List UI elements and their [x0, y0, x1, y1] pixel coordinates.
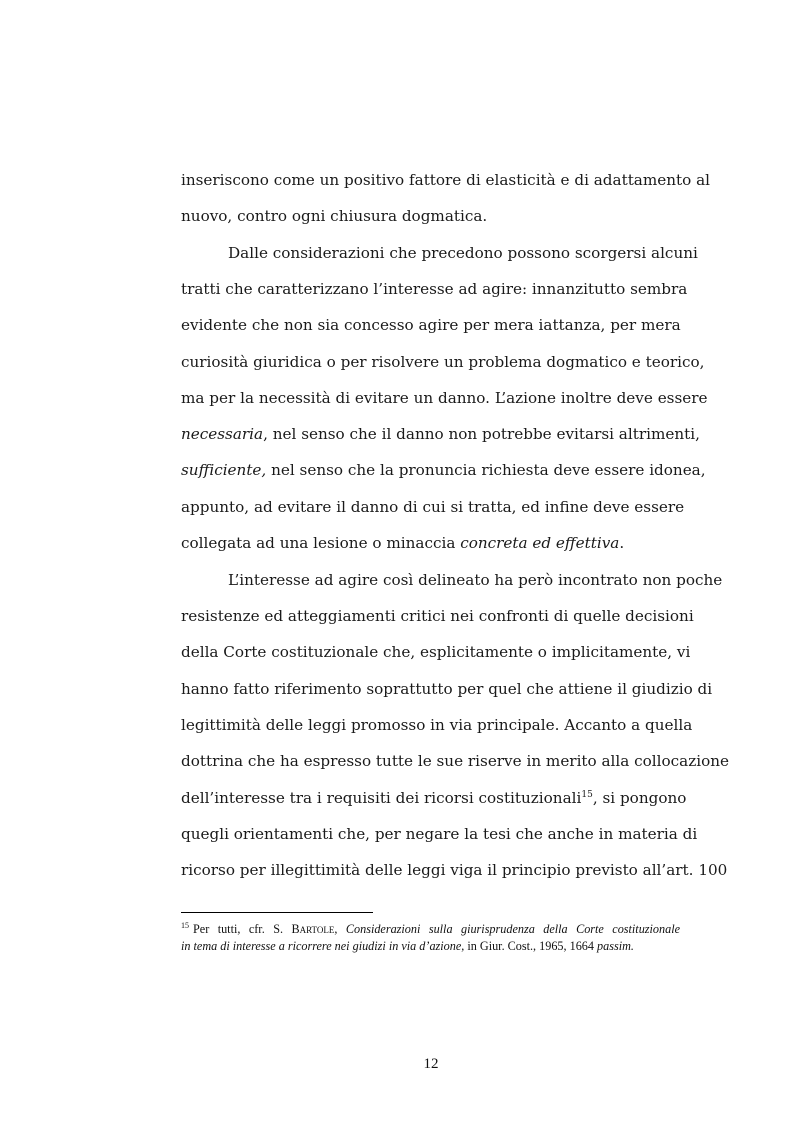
body-line-4: tratti che caratterizzano l’interesse ad agire: innanzitutto sembra [181, 280, 688, 298]
body-line-1: inseriscono come un positivo fattore di elasticità e di adattamento al [181, 171, 711, 189]
body-line-3: Dalle considerazioni che precedono possono scorgersi alcuni [228, 244, 698, 262]
body-line-10: appunto, ad evitare il danno di cui si tratta, ed infine deve essere [181, 498, 685, 516]
body-line-18 [181, 788, 687, 808]
body-line-8 [181, 424, 700, 444]
body-line-11 [181, 533, 680, 553]
line-text: , nel senso che il danno non potrebbe evitarsi altrimenti, [263, 425, 700, 443]
footnote-title: Considerazioni sulla giurisprudenza della Corte costituzionale [345, 922, 680, 936]
body-line-7: ma per la necessità di evitare un danno. L’azione inoltre deve essere [181, 389, 708, 407]
footnote-author: Bartole [291, 922, 335, 936]
emphasis-sufficiente: sufficiente, [181, 461, 267, 479]
footnote-separator [181, 912, 373, 913]
footnote-text: Per tutti, cfr. S. [193, 922, 292, 936]
body-line-9 [181, 460, 706, 480]
emphasis-concreta: concreta ed effettiva [460, 534, 620, 552]
emphasis-necessaria: necessaria [181, 425, 264, 443]
page-number: 12 [423, 1056, 439, 1072]
body-line-2: nuovo, contro ogni chiusura dogmatica. [181, 207, 488, 225]
body-line-17: dottrina che ha espresso tutte le sue riserve in merito alla collocazione [181, 752, 729, 770]
footnote-title: in tema di interesse a ricorrere nei giudizi in via d’azione, [181, 939, 465, 953]
footnote-reference[interactable]: 15 [581, 789, 593, 800]
footnote-text: , [334, 922, 346, 936]
body-line-6: curiosità giuridica o per risolvere un problema dogmatico e teorico, [181, 353, 705, 371]
footnote-line-1 [181, 921, 680, 937]
footnote-passim: passim. [597, 939, 634, 953]
footnote-line-2 [181, 938, 680, 954]
body-line-12: L’interesse ad agire così delineato ha però incontrato non poche [228, 571, 723, 589]
body-line-19: quegli orientamenti che, per negare la tesi che anche in materia di [181, 825, 698, 843]
body-line-16: legittimità delle leggi promosso in via principale. Accanto a quella [181, 716, 693, 734]
body-line-13: resistenze ed atteggiamenti critici nei confronti di quelle decisioni [181, 607, 694, 625]
line-text: nel senso che la pronuncia richiesta deve essere idonea, [266, 461, 706, 479]
line-text: . [619, 534, 625, 552]
footnote-marker: 15 [181, 920, 189, 930]
body-line-14: della Corte costituzionale che, esplicitamente o implicitamente, vi [181, 643, 691, 661]
line-text: dell’interesse tra i requisiti dei ricorsi costituzionali [181, 789, 582, 807]
body-line-5: evidente che non sia concesso agire per mera iattanza, per mera [181, 316, 681, 334]
body-line-20: ricorso per illegittimità delle leggi viga il principio previsto all’art. 100 [181, 861, 728, 879]
line-text: , si pongono [592, 789, 687, 807]
line-text: collegata ad una lesione o minaccia [181, 534, 461, 552]
body-line-15: hanno fatto riferimento soprattutto per quel che attiene il giudizio di [181, 680, 713, 698]
footnote-citation: in Giur. Cost., 1965, 1664 [464, 939, 598, 953]
